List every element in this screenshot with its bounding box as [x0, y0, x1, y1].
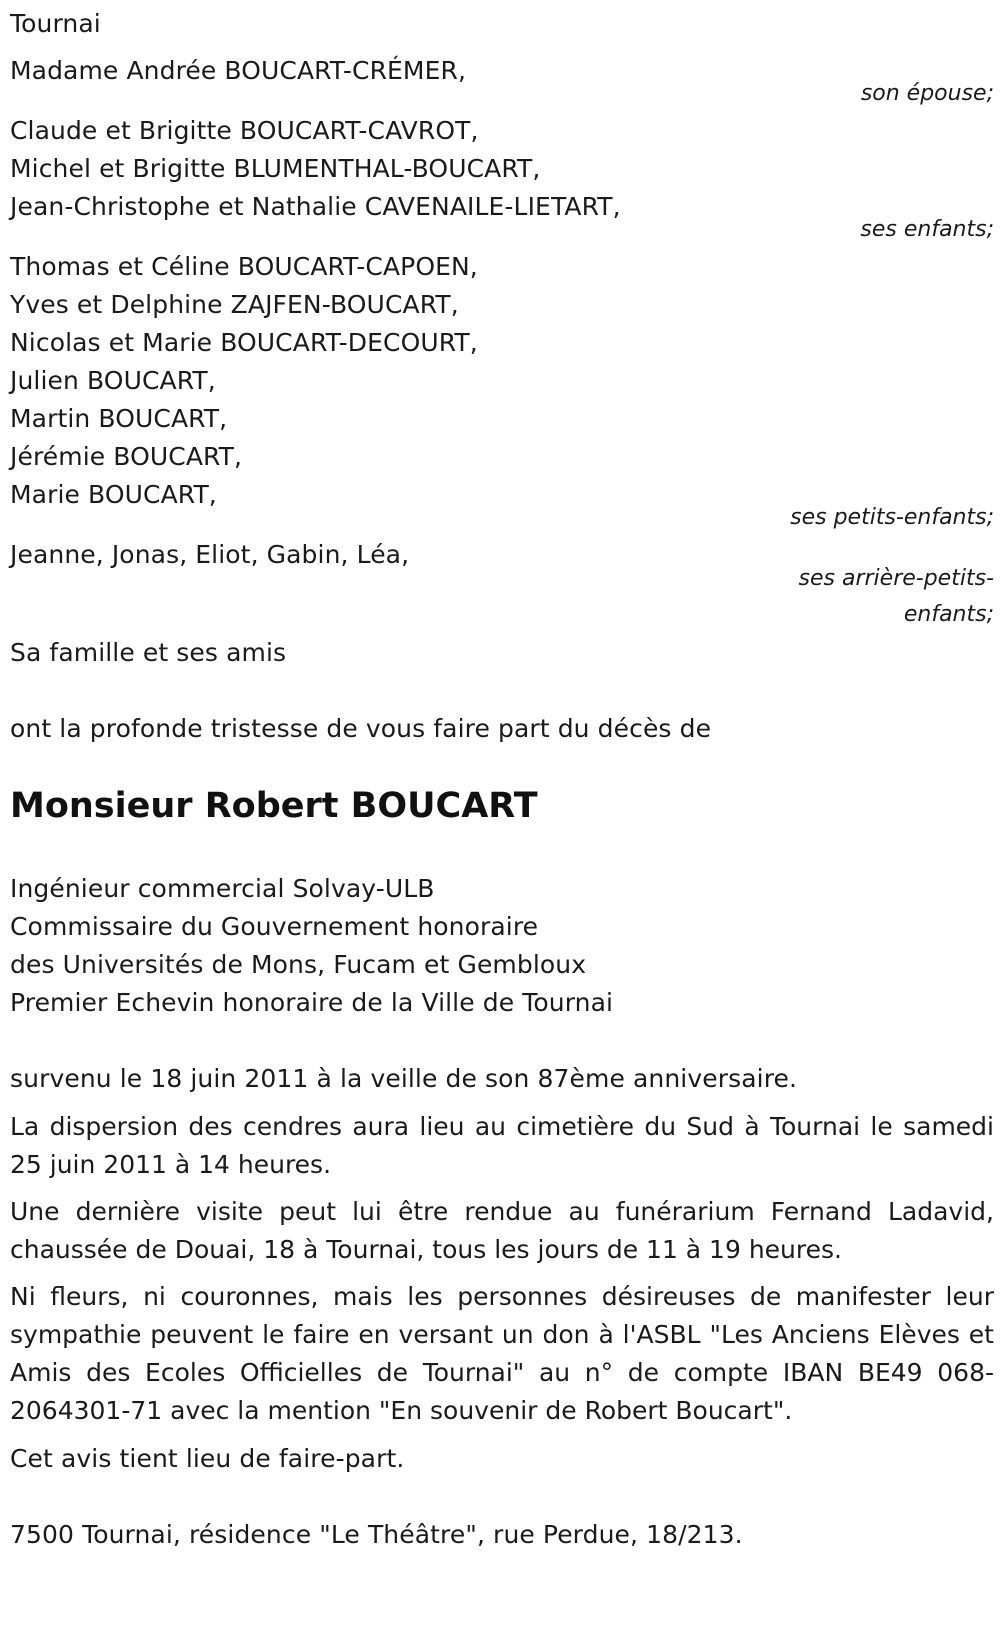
great-grandchildren-relation-line1: ses arrière-petits-: [798, 566, 994, 591]
city-heading: Tournai: [10, 9, 101, 38]
family-friends: Sa famille et ses amis: [10, 638, 287, 667]
obituary-notice: [10, 0, 994, 1647]
great-grandchildren-names: Jeanne, Jonas, Eliot, Gabin, Léa,: [10, 540, 410, 569]
deceased-title: Commissaire du Gouvernement honoraire: [10, 912, 539, 941]
children-relation: ses enfants;: [860, 217, 994, 242]
visitation-paragraph: Une dernière visite peut lui être rendue au funérarium Fernand Ladavid, chaussée de Douai, 18 à Tournai, tous les jours de 11 à 19 heures.: [10, 1197, 994, 1264]
spouse-relation: son épouse;: [860, 81, 994, 106]
grandchild-name: Martin BOUCART,: [10, 404, 228, 433]
deceased-title: Premier Echevin honoraire de la Ville de Tournai: [10, 988, 614, 1017]
great-grandchildren-relation-line2: enfants;: [903, 602, 994, 627]
spouse-name: Madame Andrée BOUCART-CRÉMER,: [10, 56, 467, 85]
family-address: 7500 Tournai, résidence "Le Théâtre", rue Perdue, 18/213.: [10, 1520, 743, 1549]
deceased-title: des Universités de Mons, Fucam et Gembloux: [10, 950, 587, 979]
deceased-title: Ingénieur commercial Solvay-ULB: [10, 874, 435, 903]
grandchild-name: Marie BOUCART,: [10, 480, 217, 509]
donation-paragraph: Ni fleurs, ni couronnes, mais les personnes désireuses de manifester leur sympathie peuvent le faire en versant un don à l'ASBL "Les Anciens Elèves et Amis des Ecoles Officielles de Tournai" au n° de compte IBAN BE49 068-2064301-71 avec la mention "En souvenir de Robert Boucart".: [10, 1282, 994, 1425]
deceased-name: Monsieur Robert BOUCART: [10, 786, 538, 826]
grandchild-name: Nicolas et Marie BOUCART-DECOURT,: [10, 328, 478, 357]
grandchild-name: Yves et Delphine ZAJFEN-BOUCART,: [10, 290, 459, 319]
grandchild-name: Julien BOUCART,: [10, 366, 216, 395]
notice-statement: Cet avis tient lieu de faire-part.: [10, 1444, 405, 1473]
death-date: survenu le 18 juin 2011 à la veille de son 87ème anniversaire.: [10, 1064, 798, 1093]
child-name: Claude et Brigitte BOUCART-CAVROT,: [10, 116, 479, 145]
child-name: Jean-Christophe et Nathalie CAVENAILE-LIETART,: [10, 192, 621, 221]
ceremony-paragraph: La dispersion des cendres aura lieu au cimetière du Sud à Tournai le samedi 25 juin 2011 à 14 heures.: [10, 1112, 994, 1179]
grandchildren-relation: ses petits-enfants;: [790, 505, 994, 530]
grandchild-name: Jérémie BOUCART,: [10, 442, 243, 471]
announcement-text: ont la profonde tristesse de vous faire part du décès de: [10, 714, 712, 743]
child-name: Michel et Brigitte BLUMENTHAL-BOUCART,: [10, 154, 541, 183]
grandchild-name: Thomas et Céline BOUCART-CAPOEN,: [10, 252, 478, 281]
